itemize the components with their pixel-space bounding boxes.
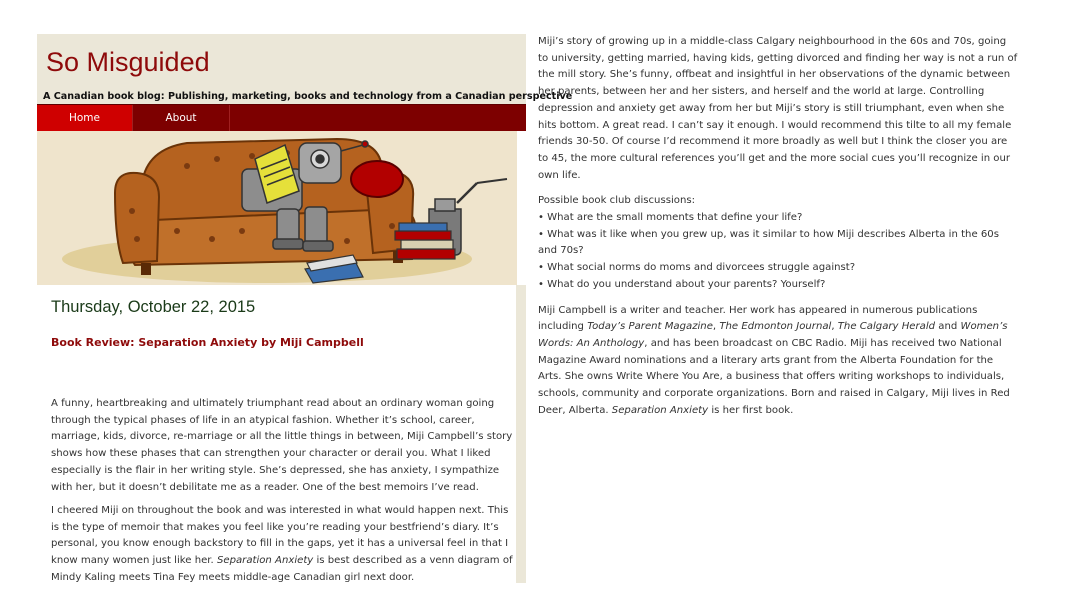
review-paragraph: Miji’s story of growing up in a middle-class Calgary neighbourhood in the 60s and 70s, going to university, getting married, having kids, getting divorced and finding her way is not a run of the mill story. She’s funny, offbeat and insightful in her observations of the dynamic between her parents, between her and her sisters, and herself and the world at large. Controlling depression and anxiety get away from her but Miji’s story is still triumphant, even when she hits bottom. A great read. I can’t say it enough. I would recommend this tilte to all my female friends 30-50. Of course I’d recommend it more broadly as well but I think the closer you are to 45, the more cultural references you’ll get and the more social cues you’ll recognize in our own life. (538, 36, 1018, 181)
list-item: • What social norms do moms and divorcees struggle against? (538, 260, 1018, 277)
publication-title: The Calgary Herald (837, 321, 936, 333)
post-paragraph-2 (51, 503, 513, 587)
right-column (538, 34, 1018, 428)
post-date: Thursday, October 22, 2015 (51, 298, 256, 316)
bio-text: Miji Campbell is a writer and teacher. Her work has appeared in numerous publications including (538, 304, 978, 333)
nav-bar (37, 104, 526, 131)
discussion-heading: Possible book club discussions: (538, 195, 696, 207)
blog-header (37, 34, 573, 104)
publication-title: Today’s Parent Magazine (587, 321, 713, 333)
post-area (37, 285, 526, 583)
post-text: is best described as a venn diagram of Mindy Kaling meets Tina Fey meets middle-age Canadian girl next door. (51, 555, 513, 583)
bio-text: is her first book. (708, 404, 794, 416)
header-banner-image (37, 131, 517, 285)
publication-title: Women’s Words: An Anthology (538, 321, 1008, 349)
bio-text: , (712, 321, 720, 333)
post-text: I cheered Miji on throughout the book and was interested in what would happen next. This is the type of memoir that makes you feel like you’re reading your bestfriend’s diary. It’s personal, you know enough backstory to fill in the gaps, yet it has a universal feel in that I know many women just like her. (51, 505, 509, 567)
list-item: • What are the small moments that define your life? (538, 210, 1018, 227)
book-title: Separation Anxiety (216, 555, 314, 567)
nav-item-about[interactable]: About (133, 105, 230, 131)
left-column (37, 34, 573, 594)
author-bio (538, 303, 1018, 420)
nav-item-home[interactable]: Home (37, 105, 133, 131)
post-title[interactable]: Book Review: Separation Anxiety by Miji Campbell (51, 336, 364, 349)
bio-text: and (935, 321, 961, 333)
blog-description: A Canadian book blog: Publishing, marketing, books and technology from a Canadian perspective (43, 91, 573, 102)
bio-text: , and has been broadcast on CBC Radio. Miji has received two National Magazine Award nominations and a literary arts grant from the Alberta Foundation for the Arts. She owns Write Where You Are, a business that offers writing workshops to individuals, schools, community and corporate organizations. Born and raised in Calgary, Miji lives in Red Deer, Alberta. (538, 337, 1010, 416)
publication-title: The Edmonton Journal (719, 321, 832, 333)
list-item: • What do you understand about your parents? Yourself? (538, 277, 1018, 294)
robot-reading-on-couch-illustration (37, 131, 517, 285)
list-item: • What was it like when you grew up, was it similar to how Miji describes Alberta in the 60s and 70s? (538, 227, 1018, 260)
discussion-list (538, 210, 1018, 294)
bio-text: , (831, 321, 838, 333)
book-title: Separation Anxiety (611, 404, 709, 416)
blog-title[interactable]: So Misguided (46, 47, 210, 77)
post-paragraph-1: A funny, heartbreaking and ultimately triumphant read about an ordinary woman going through the typical phases of life in an atypical fashion. Whether it’s school, career, marriage, kids, divorce, re-marriage or all the little things in between, Miji Campbell’s story shows how these phases that can strengthen your character or derail you. What I liked especially is the flair in her writing style. She’s depressed, she has anxiety, I sympathize with her, but it doesn’t debilitate me as a reader. One of the best memoirs I’ve read. (51, 398, 513, 493)
